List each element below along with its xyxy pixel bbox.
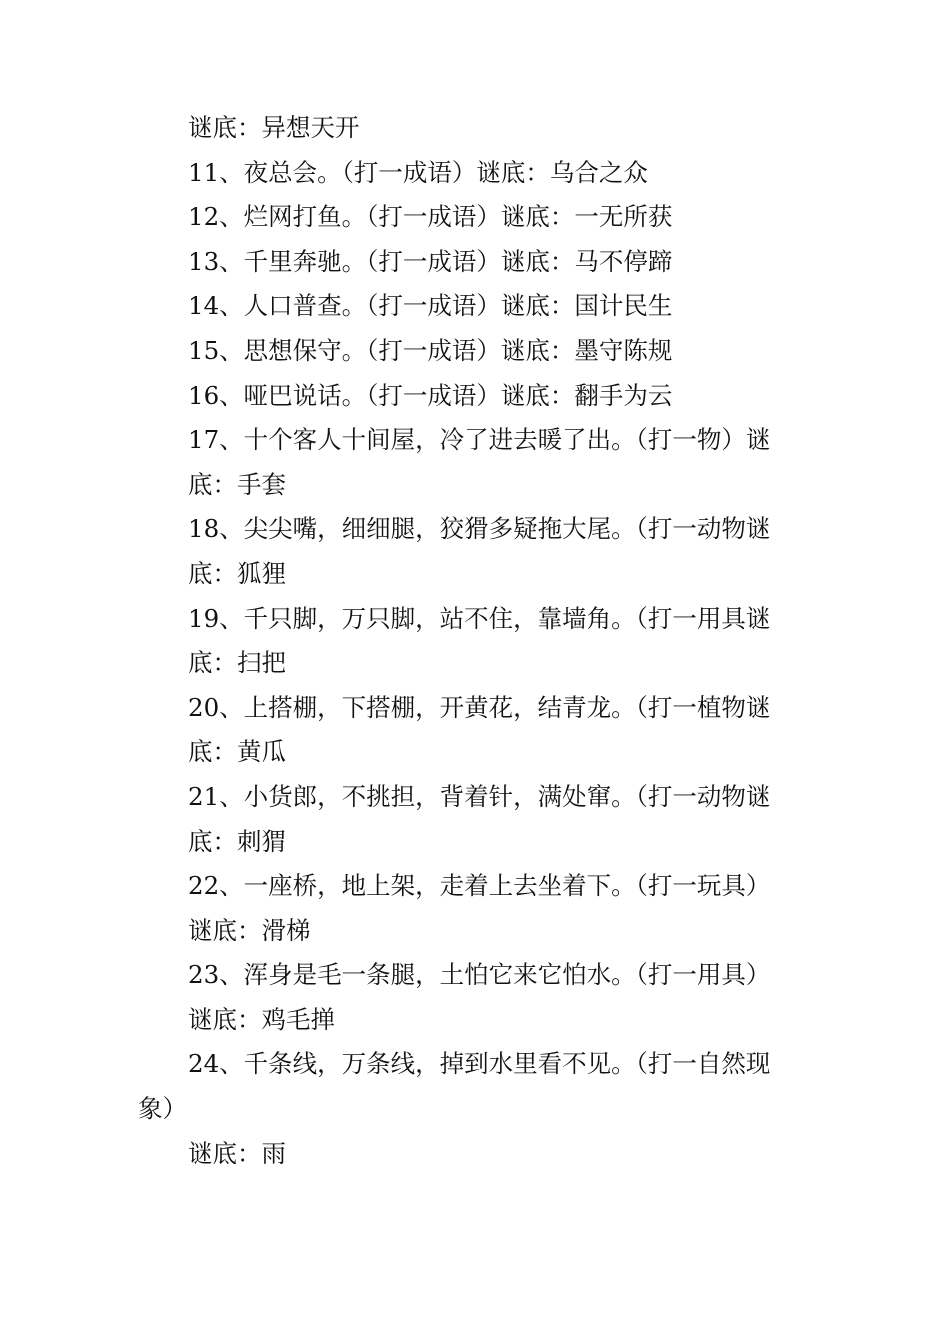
text-line: 19、千只脚，万只脚，站不住，靠墙角。（打一用具谜 <box>188 603 771 633</box>
text-line: 22、一座桥，地上架，走着上去坐着下。（打一玩具） <box>188 871 771 901</box>
text-line: 底：狐狸 <box>188 558 286 588</box>
text-line: 11、夜总会。（打一成语）谜底：乌合之众 <box>188 157 648 187</box>
text-line: 15、思想保守。（打一成语）谜底：墨守陈规 <box>188 335 673 365</box>
text-line: 谜底：滑梯 <box>188 915 311 945</box>
text-line: 底：手套 <box>188 469 286 499</box>
text-line: 21、小货郎，不挑担，背着针，满处窜。（打一动物谜 <box>188 781 771 811</box>
text-line: 谜底：雨 <box>188 1138 286 1168</box>
text-line: 谜底：异想天开 <box>188 113 360 142</box>
text-line: 象） <box>138 1094 187 1124</box>
text-line: 12、烂网打鱼。（打一成语）谜底：一无所获 <box>188 202 673 232</box>
text-line: 底：黄瓜 <box>188 737 286 767</box>
text-line: 14、人口普查。（打一成语）谜底：国计民生 <box>188 291 673 321</box>
text-line: 20、上搭棚，下搭棚，开黄花，结青龙。（打一植物谜 <box>188 692 771 722</box>
text-line: 16、哑巴说话。（打一成语）谜底：翻手为云 <box>188 380 673 410</box>
text-line: 23、浑身是毛一条腿，土怕它来它怕水。（打一用具） <box>188 960 771 990</box>
riddle-text-block <box>138 106 803 1176</box>
text-line: 24、千条线，万条线，掉到水里看不见。（打一自然现 <box>188 1049 771 1079</box>
text-line: 谜底：鸡毛掸 <box>188 1004 335 1034</box>
text-line: 13、千里奔驰。（打一成语）谜底：马不停蹄 <box>188 246 673 276</box>
text-line: 底：刺猬 <box>188 826 286 856</box>
text-line: 17、十个客人十间屋，冷了进去暖了出。（打一物）谜 <box>188 425 771 455</box>
text-line: 18、尖尖嘴，细细腿，狡猾多疑拖大尾。（打一动物谜 <box>188 514 771 544</box>
text-line: 底：扫把 <box>188 648 286 678</box>
